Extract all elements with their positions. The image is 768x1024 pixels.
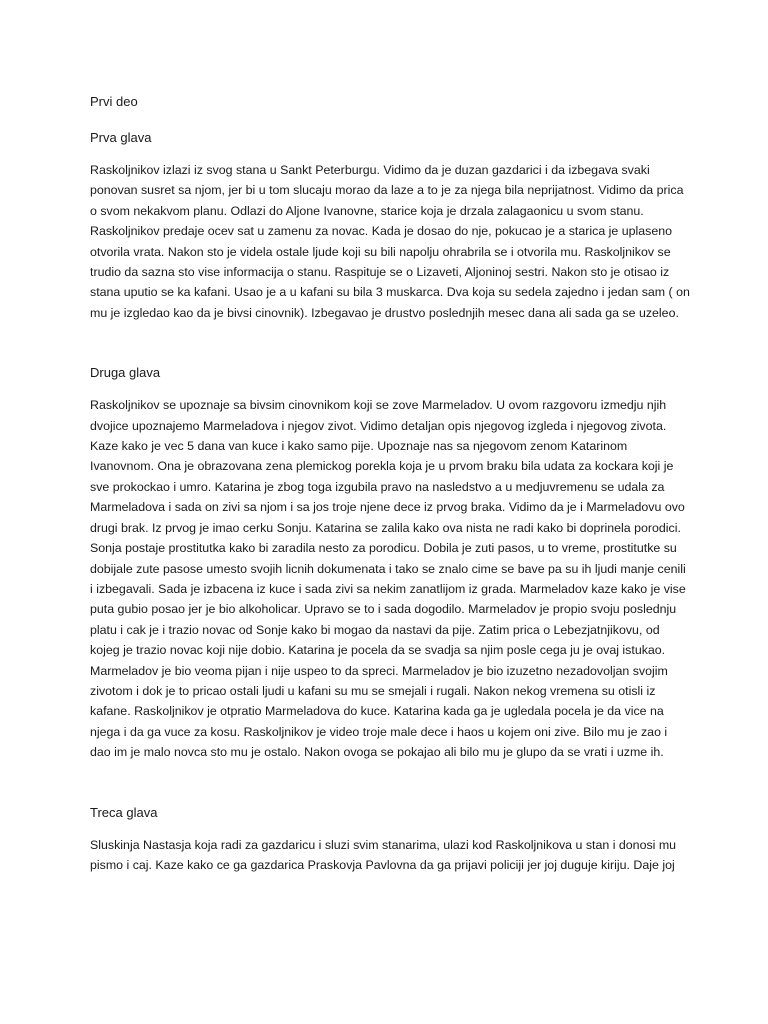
chapter-text-3: Sluskinja Nastasja koja radi za gazdaricu i sluzi svim stanarima, ulazi kod Raskoljnikova u stan i donosi mu pismo i caj. Kaze kako ce ga gazdarica Praskovja Pavlovna da ga prijavi policiji jer joj duguje kiriju. Daje joj xyxy=(90,837,677,872)
chapter-title-1: Prva glava xyxy=(90,130,152,145)
chapter-title-2: Druga glava xyxy=(90,365,161,381)
document-page xyxy=(90,92,690,875)
chapter-text-1: Raskoljnikov izlazi iz svog stana u Sankt Peterburgu. Vidimo da je duzan gazdarici i da izbegava svaki ponovan susret sa njom, jer bi u tom slucaju morao da laze a to je za njega bila neprijatnost. Vidimo da prica o svom nekakvom planu. Odlazi do Aljone Ivanovne, starice koja je drzala zalagaonicu u svom stanu. Raskoljnikov predaje ocev sat u zamenu za novac. Kada je dosao do nje, pokucao je a starica je uplaseno otvorila vrata. Nakon sto je videla ostale ljude koji su bili napolju ohrabrila se i otvorila mu. Raskoljnikov se trudio da sazna sto vise informacija o stanu. Raspituje se o Lizaveti, Aljoninoj sestri. Nakon sto je otisao iz stana uputio se ka kafani. Usao je a u kafani su bila 3 muskarca. Dva koja su sedela zajedno i jedan sam ( on mu je izgledao kao da je bivsi cinovnik). Izbegavao je drustvo poslednjih mesec dana ali sada ga se uzeleo. xyxy=(90,163,690,320)
part-title: Prvi deo xyxy=(90,94,138,109)
chapter-title-3: Treca glava xyxy=(90,804,158,820)
chapter-text-2: Raskoljnikov se upoznaje sa bivsim cinovnikom koji se zove Marmeladov. U ovom razgovoru izmedju njih dvojice upoznajemo Marmeladova i njegov zivot. Vidimo detaljan opis njegovog izgleda i njegovog zivota. Kaze kako je vec 5 dana van kuce i kako samo pije. Upoznaje nas sa njegovom zenom Katarinom Ivanovnom. Ona je obrazovana zena plemickog porekla koja je u prvom braku bila udata za kockara koji je sve prokockao i umro. Katarina je zbog toga izgubila pravo na nasledstvo a u medjuvremenu se udala za Marmeladova i sada on zivi sa njom i sa jos troje njene dece iz prvog braka. Vidimo da je i Marmeladovu ovo drugi brak. Iz prvog je imao cerku Sonju. Katarina se zalila kako ova nista ne radi kako bi doprinela porodici. Sonja postaje prostitutka kako bi zaradila nesto za porodicu. Dobila je zuti pasos, u to vreme, prostitutke su dobijale zute pasose umesto svojih licnih dokumenata i tako se znalo cime se bave pa su ih ljudi manje cenili i izbegavali. Sada je izbacena iz kuce i sada zivi sa nekim zanatlijom iz grada. Marmeladov kaze kako je vise puta gubio posao jer je bio alkoholicar. Upravo se to i sada dogodilo. Marmeladov je propio svoju poslednju platu i cak je i trazio novac od Sonje kako bi mogao da nastavi da pije. Zatim prica o Lebezjatnjikovu, od kojeg je trazio novac koji nije dobio. Katarina je pocela da se svadja sa njim posle cega ju je ovaj istukao. Marmeladov je bio veoma pijan i nije uspeo to da spreci. Marmeladov je bio izuzetno nezadovoljan svojim zivotom i dok je to pricao ostali ljudi u kafani su mu se smejali i rugali. Nakon nekog vremena su otisli iz kafane. Raskoljnikov je otpratio Marmeladova do kuce. Katarina kada ga je ugledala pocela je da vice na njega i da ga vuce za kosu. Raskoljnikov je video troje male dece i haos u kojem oni zive. Bilo mu je zao i dao im je malo novca sto mu je ostalo. Nakon ovoga se pokajao ali bilo mu je glupo da se vrati i uzme ih. xyxy=(90,398,686,760)
